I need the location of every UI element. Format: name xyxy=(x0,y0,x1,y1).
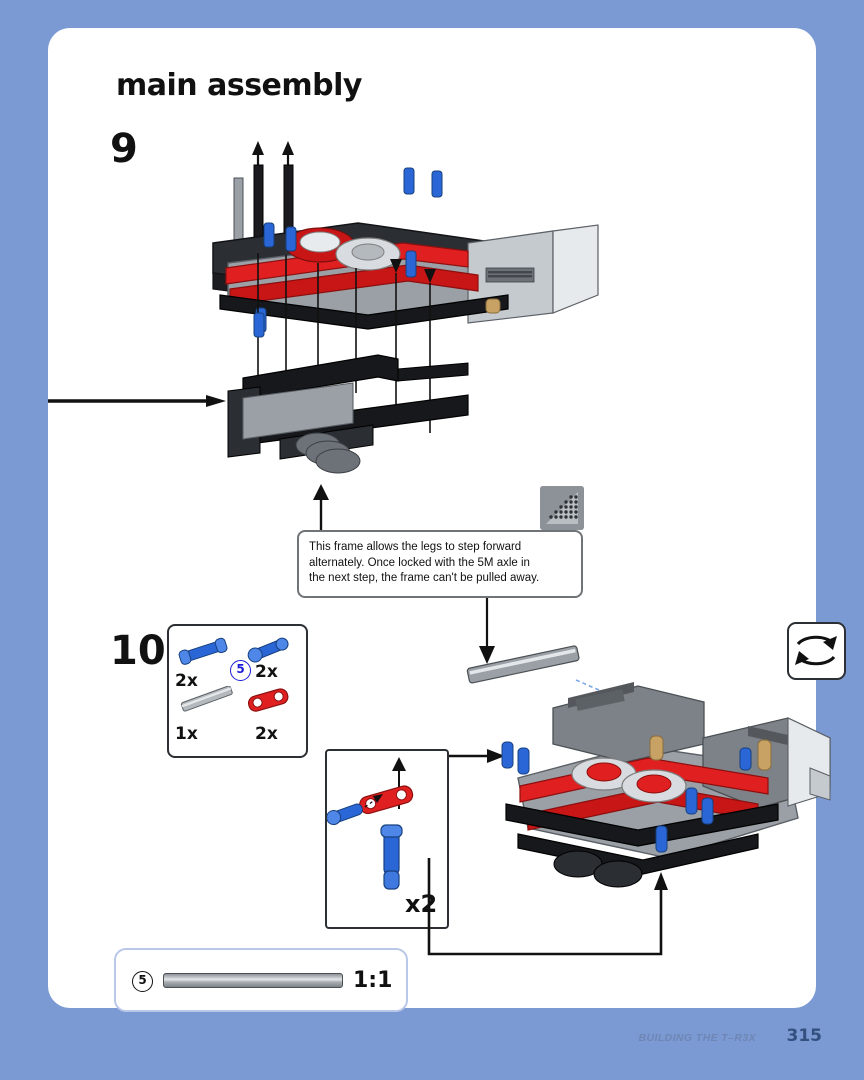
part-qty-red-beam-2m: 2x xyxy=(255,724,278,744)
callout-line-1: This frame allows the legs to step forward xyxy=(309,541,522,553)
callout-line-2: alternately. Once locked with the 5M axle in xyxy=(309,556,530,569)
manual-page xyxy=(48,28,816,1008)
part-blue-pin-long xyxy=(177,634,231,668)
callout-box xyxy=(297,530,583,598)
step-9-illustration xyxy=(168,123,628,523)
step-number-9: 9 xyxy=(110,126,138,172)
page-number: 315 xyxy=(786,1026,822,1046)
hint-icon xyxy=(540,486,584,530)
scale-part-badge: 5 xyxy=(132,971,153,992)
part-qty-blue-pin-long: 2x xyxy=(175,671,198,691)
page-title: main assembly xyxy=(116,68,362,103)
callout-pointer-arrow xyxy=(306,480,336,536)
part-qty-blue-pin-connector: 2x xyxy=(255,662,278,682)
sub-assembly-multiplier: x2 xyxy=(405,890,438,918)
scale-ratio-label: 1:1 xyxy=(353,968,393,993)
part-qty-grey-axle-5m: 1x xyxy=(175,724,198,744)
part-badge-blue-pin-connector: 5 xyxy=(230,660,251,681)
continuation-arrow xyxy=(48,395,230,407)
book-footer: BUILDING THE T–R3X xyxy=(638,1032,756,1044)
step-10-illustration xyxy=(458,628,848,918)
part-blue-pin-connector xyxy=(245,632,295,666)
step-number-10: 10 xyxy=(110,628,166,674)
scale-part-axle-5m xyxy=(163,973,343,988)
part-red-beam-2m xyxy=(243,684,297,714)
callout-line-3: the next step, the frame can't be pulled away. xyxy=(309,572,540,584)
